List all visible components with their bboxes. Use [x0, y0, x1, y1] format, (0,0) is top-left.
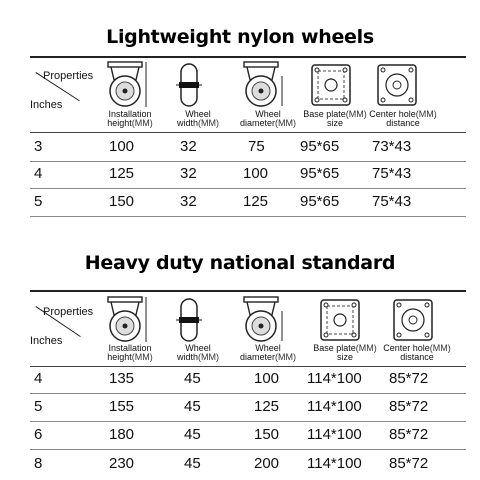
- unit-label: (MM): [345, 109, 367, 119]
- cell-installation-height: 125: [109, 165, 135, 182]
- unit-label: (MM): [198, 118, 219, 128]
- row-divider: [30, 393, 466, 394]
- col-caption-line2: distance: [386, 118, 420, 128]
- cell-installation-height: 180: [109, 426, 135, 443]
- cell-base-plate-size: 114*100: [307, 426, 362, 443]
- cell-wheel-width: 32: [180, 165, 197, 182]
- cell-center-hole-distance: 85*72: [389, 370, 429, 387]
- cell-inches: 3: [34, 138, 43, 155]
- cell-center-hole-distance: 75*43: [372, 165, 412, 182]
- header-divider: [30, 366, 466, 367]
- inches-label: Inches: [30, 335, 63, 347]
- col-caption-line2: distance: [400, 352, 434, 362]
- cell-wheel-width: 45: [184, 455, 201, 472]
- cell-base-plate-size: 95*65: [300, 193, 340, 210]
- center-hole-icon: [391, 297, 435, 343]
- cell-center-hole-distance: 85*72: [389, 426, 429, 443]
- col-caption-line1: Wheel: [185, 343, 211, 353]
- col-base-plate-size: [306, 344, 384, 362]
- col-caption-line2: size: [326, 118, 343, 128]
- properties-label: Properties: [43, 70, 94, 82]
- col-caption-line1: Wheel: [255, 109, 281, 119]
- col-caption-line1: Center hole: [369, 109, 416, 119]
- divider: [30, 56, 466, 58]
- cell-wheel-width: 32: [180, 138, 197, 155]
- wheel-diameter-icon: [238, 60, 284, 110]
- base-plate-icon: [318, 297, 362, 343]
- cell-base-plate-size: 114*100: [307, 370, 362, 387]
- cell-wheel-diameter: 125: [243, 193, 269, 210]
- cell-wheel-width: 45: [184, 370, 201, 387]
- col-caption-line2: diameter: [239, 352, 275, 362]
- col-caption-line2: width: [176, 118, 198, 128]
- cell-wheel-diameter: 150: [254, 426, 280, 443]
- base-plate-icon: [309, 62, 353, 108]
- wheel-width-icon: [176, 62, 202, 108]
- unit-label: (MM): [131, 118, 153, 128]
- cell-installation-height: 135: [109, 370, 135, 387]
- col-caption-line1: Wheel: [185, 109, 211, 119]
- cell-base-plate-size: 114*100: [307, 398, 362, 415]
- row-divider: [30, 449, 466, 450]
- cell-center-hole-distance: 85*72: [389, 398, 429, 415]
- cell-base-plate-size: 95*65: [300, 138, 340, 155]
- inches-label: Inches: [30, 99, 63, 111]
- cell-center-hole-distance: 85*72: [389, 455, 429, 472]
- row-divider: [30, 421, 466, 422]
- col-caption-line1: Base plate: [303, 109, 346, 119]
- row-divider: [30, 188, 466, 189]
- cell-wheel-width: 45: [184, 426, 201, 443]
- cell-center-hole-distance: 75*43: [372, 193, 412, 210]
- col-wheel-width: [163, 344, 233, 362]
- caster-side-icon: [102, 295, 148, 345]
- cell-inches: 6: [34, 426, 43, 443]
- cell-inches: 4: [34, 370, 43, 387]
- cell-center-hole-distance: 73*43: [372, 138, 412, 155]
- col-caption-line2: size: [336, 352, 353, 362]
- unit-label: (MM): [355, 343, 377, 353]
- col-wheel-width: [163, 110, 233, 128]
- cell-wheel-width: 45: [184, 398, 201, 415]
- cell-inches: 8: [34, 455, 43, 472]
- cell-base-plate-size: 95*65: [300, 165, 340, 182]
- cell-wheel-diameter: 125: [254, 398, 280, 415]
- col-caption-line2: height: [107, 352, 132, 362]
- unit-label: (MM): [198, 352, 219, 362]
- cell-wheel-width: 32: [180, 193, 197, 210]
- cell-wheel-diameter: 100: [243, 165, 269, 182]
- table-title: Heavy duty national standard: [84, 252, 396, 274]
- cell-installation-height: 100: [109, 138, 135, 155]
- col-center-hole-distance: [362, 110, 444, 128]
- properties-label: Properties: [43, 306, 94, 318]
- caster-side-icon: [102, 60, 148, 110]
- cell-inches: 4: [34, 165, 43, 182]
- cell-installation-height: 150: [109, 193, 135, 210]
- divider: [30, 290, 466, 292]
- table-title: Lightweight nylon wheels: [106, 26, 374, 48]
- col-caption-line1: Installation: [108, 109, 152, 119]
- cell-installation-height: 230: [109, 455, 135, 472]
- col-caption-line1: Center hole: [383, 343, 430, 353]
- header-divider: [30, 132, 466, 133]
- unit-label: (MM): [131, 352, 153, 362]
- unit-label: (MM): [415, 109, 437, 119]
- col-center-hole-distance: [376, 344, 458, 362]
- wheel-diameter-icon: [238, 295, 284, 345]
- wheel-width-icon: [176, 297, 202, 343]
- center-hole-icon: [375, 62, 419, 108]
- cell-inches: 5: [34, 398, 43, 415]
- row-divider: [30, 216, 466, 217]
- col-caption-line2: diameter: [239, 118, 275, 128]
- unit-label: (MM): [275, 352, 296, 362]
- cell-wheel-diameter: 100: [254, 370, 280, 387]
- col-caption-line1: Wheel: [255, 343, 281, 353]
- row-divider: [30, 161, 466, 162]
- cell-wheel-diameter: 200: [254, 455, 280, 472]
- cell-base-plate-size: 114*100: [307, 455, 362, 472]
- col-caption-line1: Base plate: [313, 343, 356, 353]
- cell-installation-height: 155: [109, 398, 135, 415]
- col-caption-line2: height: [107, 118, 132, 128]
- unit-label: (MM): [275, 118, 296, 128]
- col-caption-line1: Installation: [108, 343, 152, 353]
- cell-wheel-diameter: 75: [248, 138, 265, 155]
- col-caption-line2: width: [176, 352, 198, 362]
- unit-label: (MM): [429, 343, 451, 353]
- cell-inches: 5: [34, 193, 43, 210]
- col-wheel-diameter: [228, 344, 308, 362]
